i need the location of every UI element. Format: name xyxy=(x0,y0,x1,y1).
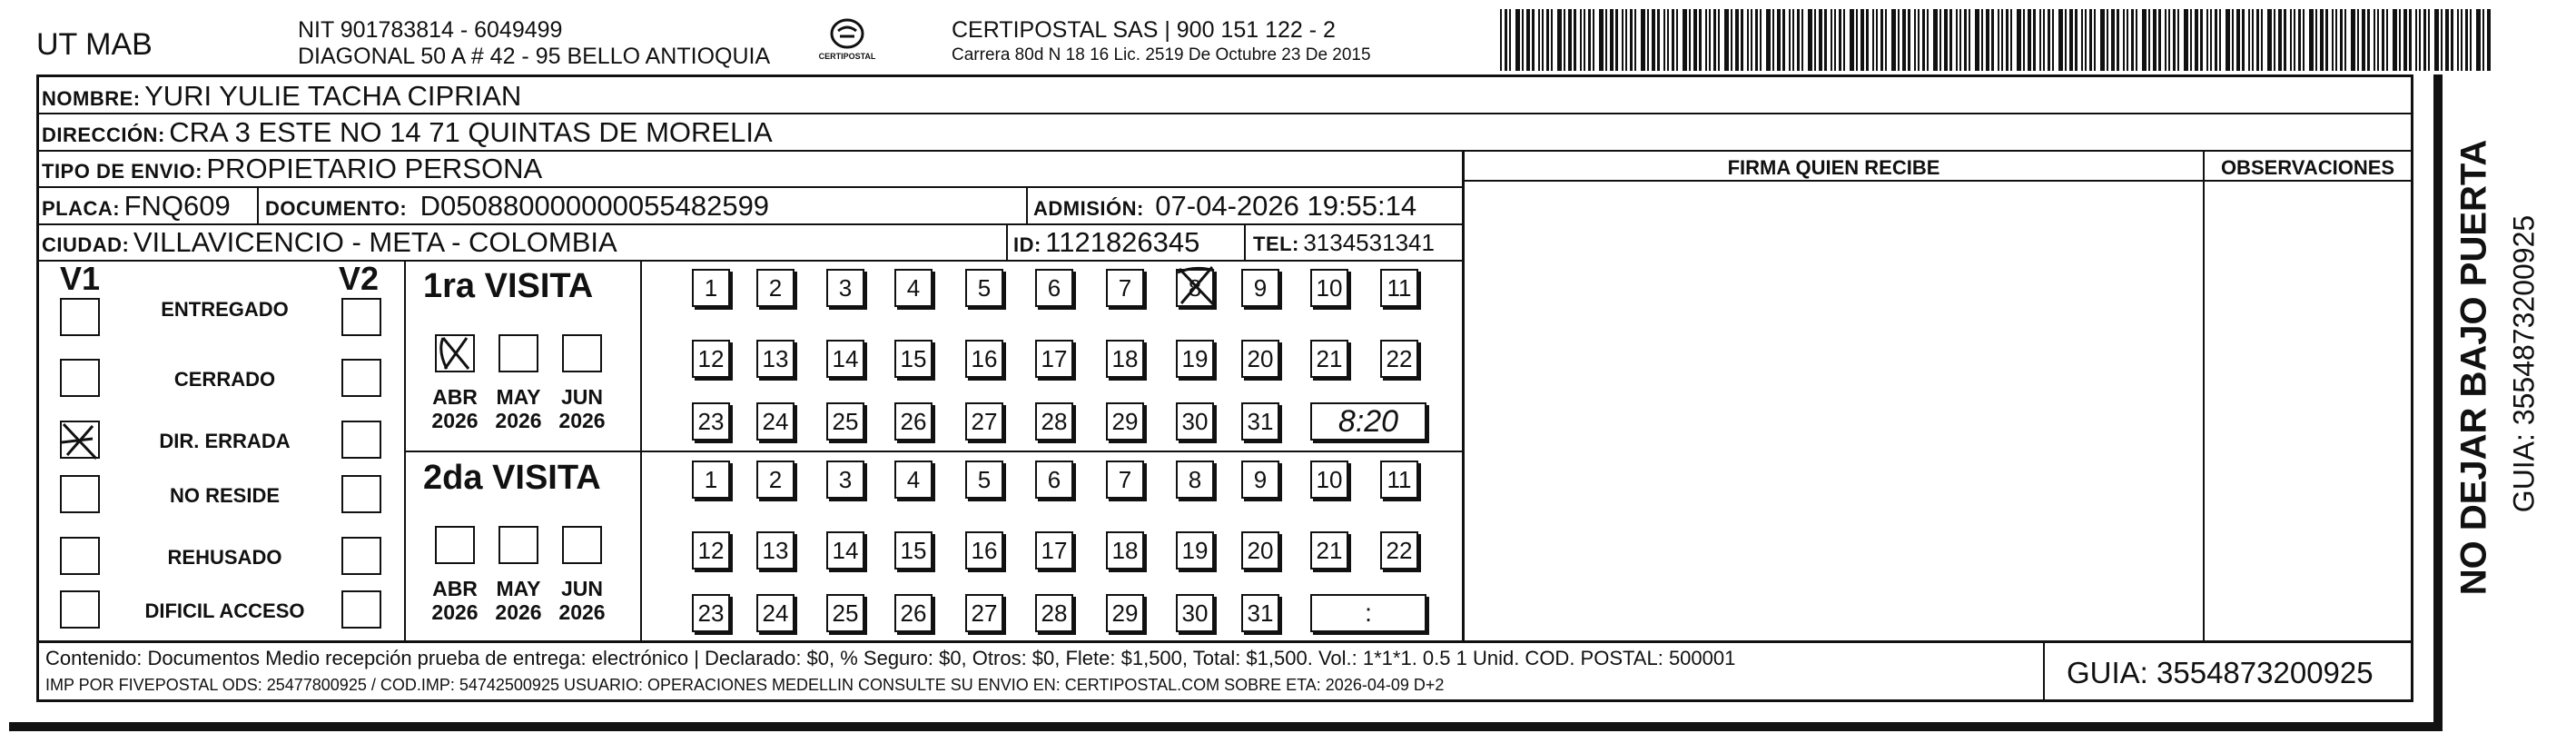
month-checkbox[interactable] xyxy=(435,334,475,372)
day-box[interactable]: 27 xyxy=(965,594,1003,632)
visit-2-title: 2da VISITA xyxy=(423,459,601,497)
day-box[interactable]: 14 xyxy=(826,340,864,378)
name-label: NOMBRE: xyxy=(42,87,141,110)
frame-shadow-bottom xyxy=(9,722,2443,731)
send-type-label: TIPO DE ENVIO: xyxy=(42,160,202,183)
tel-value: 3134531341 xyxy=(1303,229,1435,256)
v2-checkbox[interactable] xyxy=(341,537,381,575)
day-box[interactable]: 15 xyxy=(894,340,933,378)
month-label xyxy=(427,385,483,432)
day-box[interactable]: 23 xyxy=(692,594,730,632)
footer-line xyxy=(36,640,2413,643)
day-box[interactable]: 31 xyxy=(1241,402,1279,441)
observations-left-line xyxy=(2203,150,2205,640)
plate-label: PLACA: xyxy=(42,197,121,220)
status-label: ENTREGADO xyxy=(161,298,289,321)
month-name: JUN xyxy=(560,385,603,409)
logo-icon xyxy=(829,18,865,49)
day-box[interactable]: 20 xyxy=(1241,340,1279,378)
v1-checkbox[interactable] xyxy=(60,298,100,336)
id-value: 1121826345 xyxy=(1045,226,1200,258)
month-checkbox[interactable] xyxy=(498,526,538,564)
footer-print-info: IMP POR FIVEPOSTAL ODS: 25477800925 / COD.IMP: 54742500925 USUARIO: OPERACIONES MEDELLIN CONSULTE SU ENVIO EN: CERTIPOSTAL.COM SOBRE ETA: 2026-04-09 D+2 xyxy=(45,676,1445,694)
id-sep xyxy=(1006,223,1008,262)
day-box[interactable]: 9 xyxy=(1241,269,1279,307)
v1-checkbox[interactable] xyxy=(60,537,100,575)
day-box[interactable]: 29 xyxy=(1106,402,1144,441)
id-field xyxy=(1013,226,1199,259)
day-box[interactable]: 23 xyxy=(692,402,730,441)
day-box[interactable]: 22 xyxy=(1380,340,1418,378)
month-label xyxy=(554,577,610,624)
day-box[interactable]: 17 xyxy=(1035,340,1073,378)
v1-checkbox[interactable] xyxy=(60,475,100,513)
status-label: CERRADO xyxy=(173,368,276,391)
carrier-license: Carrera 80d N 18 16 Lic. 2519 De Octubre 23 De 2015 xyxy=(952,45,1371,64)
address-row xyxy=(42,116,773,149)
day-box[interactable]: 11 xyxy=(1380,461,1418,499)
document-value: D050880000000055482599 xyxy=(419,190,770,222)
company-name: UT MAB xyxy=(36,27,153,62)
month-label xyxy=(490,577,547,624)
frame-right xyxy=(2411,74,2413,702)
city-field xyxy=(42,226,617,259)
month-checkbox[interactable] xyxy=(562,526,602,564)
day-box[interactable]: 5 xyxy=(965,269,1003,307)
day-box[interactable]: 2 xyxy=(756,461,795,499)
day-box[interactable]: 27 xyxy=(965,402,1003,441)
month-name: ABR xyxy=(432,577,478,600)
day-box[interactable]: 18 xyxy=(1106,340,1144,378)
month-label xyxy=(427,577,483,624)
day-box[interactable]: 1 xyxy=(692,461,730,499)
month-year: 2026 xyxy=(431,600,479,624)
day-box[interactable]: 26 xyxy=(894,402,933,441)
v1-checkbox[interactable] xyxy=(60,359,100,397)
day-box[interactable]: 2 xyxy=(756,269,795,307)
v1-checkbox[interactable] xyxy=(60,590,100,629)
status-label: DIR. ERRADA xyxy=(159,430,291,452)
day-box[interactable]: 24 xyxy=(756,594,795,632)
carrier-name: CERTIPOSTAL SAS | 900 151 122 - 2 xyxy=(952,17,1336,43)
time-box[interactable]: : xyxy=(1310,594,1426,632)
send-type-value: PROPIETARIO PERSONA xyxy=(206,153,543,184)
month-year: 2026 xyxy=(495,600,542,624)
day-box[interactable]: 19 xyxy=(1176,340,1214,378)
company-nit: NIT 901783814 - 6049499 xyxy=(298,17,563,43)
day-box[interactable]: 6 xyxy=(1035,461,1073,499)
day-box[interactable]: 10 xyxy=(1310,461,1348,499)
row-line-2 xyxy=(36,150,2413,152)
month-name: MAY xyxy=(496,385,541,409)
day-box[interactable]: 13 xyxy=(756,531,795,570)
admission-sep xyxy=(1026,186,1028,224)
day-box[interactable]: 7 xyxy=(1106,461,1144,499)
day-box[interactable]: 30 xyxy=(1176,594,1214,632)
month-label xyxy=(490,385,547,432)
day-box[interactable]: 3 xyxy=(826,461,864,499)
day-box[interactable]: 21 xyxy=(1310,531,1348,570)
tel-label: TEL: xyxy=(1253,233,1299,255)
day-box[interactable]: 21 xyxy=(1310,340,1348,378)
signature-left-line xyxy=(1462,150,1465,640)
certipostal-logo xyxy=(811,18,883,69)
col-head-line xyxy=(1462,180,2413,182)
address-label: DIRECCIÓN: xyxy=(42,124,165,146)
frame-top xyxy=(36,74,2413,77)
v2-checkbox[interactable] xyxy=(341,475,381,513)
month-year: 2026 xyxy=(558,409,606,432)
footer-guia: GUIA: 3554873200925 xyxy=(2067,656,2374,689)
send-type-row xyxy=(42,153,542,185)
v2-checkbox[interactable] xyxy=(341,421,381,459)
day-box[interactable]: 28 xyxy=(1035,594,1073,632)
day-box[interactable]: 25 xyxy=(826,402,864,441)
v2-checkbox[interactable] xyxy=(341,590,381,629)
status-label: REHUSADO xyxy=(167,546,282,569)
day-box[interactable]: 12 xyxy=(692,531,730,570)
signature-header: FIRMA QUIEN RECIBE xyxy=(1727,156,1940,179)
admission-value: 07-04-2026 19:55:14 xyxy=(1155,190,1417,222)
day-box[interactable]: 5 xyxy=(965,461,1003,499)
day-box[interactable]: 8 xyxy=(1176,269,1214,307)
day-box[interactable]: 4 xyxy=(894,461,933,499)
observations-header: OBSERVACIONES xyxy=(2220,156,2395,179)
day-box[interactable]: 14 xyxy=(826,531,864,570)
company-address: DIAGONAL 50 A # 42 - 95 BELLO ANTIOQUIA xyxy=(298,44,771,69)
month-name: ABR xyxy=(432,385,478,409)
footer-content: Contenido: Documentos Medio recepción prueba de entrega: electrónico | Declarado: $0, % Seguro: $0, Otros: $0, Flete: $1,500, Total: $1,500. Vol.: 1*1*1. 0.5 1 Unid. COD. POSTAL: 500001 xyxy=(45,647,1736,669)
document-field xyxy=(265,190,769,223)
day-box[interactable]: 24 xyxy=(756,402,795,441)
row-line-4 xyxy=(36,223,1465,225)
barcode-graphic xyxy=(1500,9,2494,71)
city-label: CIUDAD: xyxy=(42,233,130,256)
day-box[interactable]: 6 xyxy=(1035,269,1073,307)
month-checkbox[interactable] xyxy=(435,526,475,564)
day-box[interactable]: 30 xyxy=(1176,402,1214,441)
barcode xyxy=(1500,9,2494,71)
day-box[interactable]: 1 xyxy=(692,269,730,307)
month-checkbox[interactable] xyxy=(498,334,538,372)
name-row xyxy=(42,80,521,113)
month-label xyxy=(554,385,610,432)
day-box[interactable]: 12 xyxy=(692,340,730,378)
logo-text: CERTIPOSTAL xyxy=(818,52,876,61)
v1-checkbox[interactable] xyxy=(60,421,100,459)
v2-checkbox[interactable] xyxy=(341,359,381,397)
side-guia: GUIA: 3554873200925 xyxy=(2507,214,2541,513)
side-warning: NO DEJAR BAJO PUERTA xyxy=(2453,139,2494,596)
month-year: 2026 xyxy=(495,409,542,432)
day-box[interactable]: 15 xyxy=(894,531,933,570)
admission-label: ADMISIÓN: xyxy=(1033,197,1144,220)
day-box[interactable]: 26 xyxy=(894,594,933,632)
tel-field xyxy=(1253,229,1435,257)
plate-value: FNQ609 xyxy=(123,190,231,222)
footer-guia-sep xyxy=(2043,640,2045,700)
day-box[interactable]: 22 xyxy=(1380,531,1418,570)
day-box[interactable]: 25 xyxy=(826,594,864,632)
day-box[interactable]: 3 xyxy=(826,269,864,307)
day-box[interactable]: 16 xyxy=(965,340,1003,378)
month-year: 2026 xyxy=(558,600,606,624)
v1-label: V1 xyxy=(60,260,101,297)
day-box[interactable]: 18 xyxy=(1106,531,1144,570)
admission-field xyxy=(1033,190,1416,223)
v2-label: V2 xyxy=(339,260,380,297)
address-value: CRA 3 ESTE NO 14 71 QUINTAS DE MORELIA xyxy=(169,116,773,148)
visit-sep xyxy=(404,451,1463,452)
time-box[interactable]: 8:20 xyxy=(1310,402,1426,441)
frame-bottom xyxy=(36,699,2413,702)
day-box[interactable]: 9 xyxy=(1241,461,1279,499)
plate-field xyxy=(42,190,231,223)
visit-1-title: 1ra VISITA xyxy=(423,267,594,305)
day-box[interactable]: 7 xyxy=(1106,269,1144,307)
day-box[interactable]: 20 xyxy=(1241,531,1279,570)
day-box[interactable]: 10 xyxy=(1310,269,1348,307)
day-box[interactable]: 28 xyxy=(1035,402,1073,441)
status-label: DIFICIL ACCESO xyxy=(144,599,305,622)
day-box[interactable]: 13 xyxy=(756,340,795,378)
name-value: YURI YULIE TACHA CIPRIAN xyxy=(144,80,522,112)
side-text xyxy=(2420,109,2541,618)
row-line-1 xyxy=(36,113,2413,114)
row-line-3 xyxy=(36,186,1465,188)
id-label: ID: xyxy=(1013,233,1041,256)
day-box[interactable]: 8 xyxy=(1176,461,1214,499)
row-line-5 xyxy=(36,260,1465,262)
month-year: 2026 xyxy=(431,409,479,432)
day-box[interactable]: 19 xyxy=(1176,531,1214,570)
frame-left xyxy=(36,74,39,701)
v2-checkbox[interactable] xyxy=(341,298,381,336)
month-checkbox[interactable] xyxy=(562,334,602,372)
day-box[interactable]: 16 xyxy=(965,531,1003,570)
day-box[interactable]: 31 xyxy=(1241,594,1279,632)
month-name: JUN xyxy=(560,577,603,600)
tel-sep xyxy=(1244,223,1246,262)
day-box[interactable]: 4 xyxy=(894,269,933,307)
day-box[interactable]: 29 xyxy=(1106,594,1144,632)
city-value: VILLAVICENCIO - META - COLOMBIA xyxy=(133,226,617,258)
status-label: NO RESIDE xyxy=(169,484,281,507)
plate-sep xyxy=(257,186,259,225)
day-box[interactable]: 17 xyxy=(1035,531,1073,570)
document-label: DOCUMENTO: xyxy=(265,197,408,220)
day-box[interactable]: 11 xyxy=(1380,269,1418,307)
month-name: MAY xyxy=(496,577,541,600)
